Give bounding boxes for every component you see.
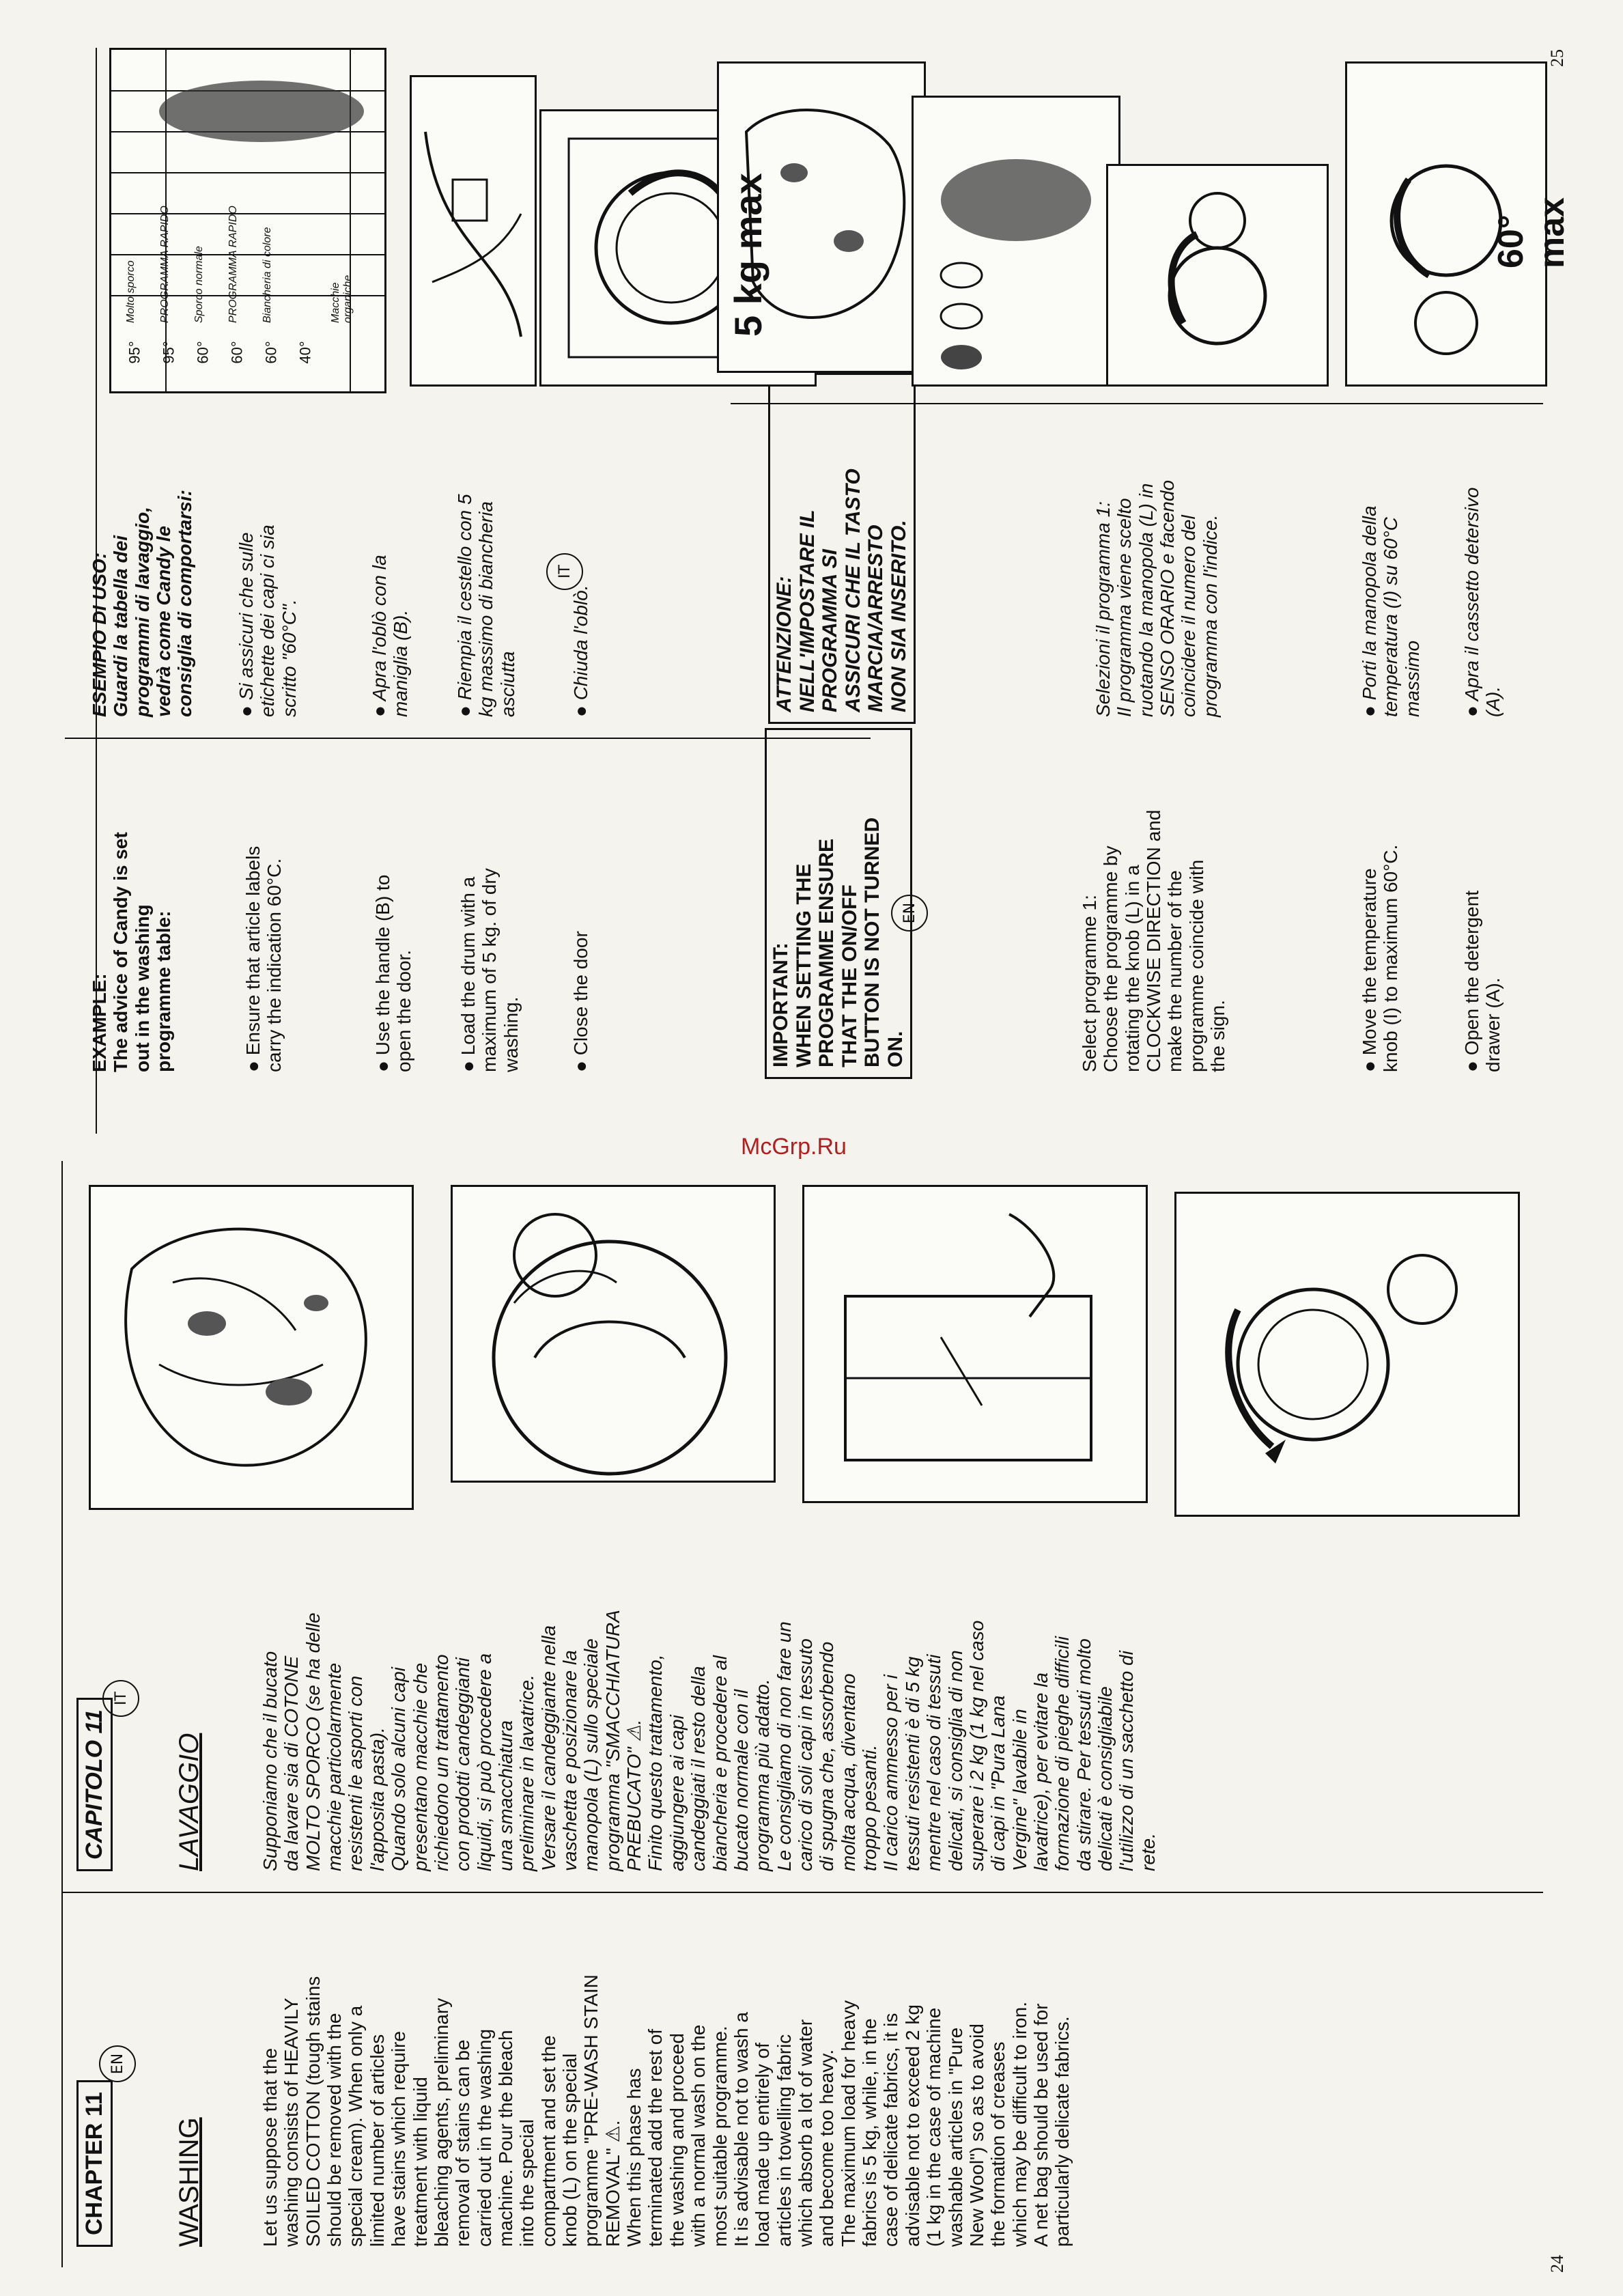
illustration-temperature-knob — [1345, 61, 1572, 387]
illustration-open-door — [451, 1185, 776, 1483]
illustration-select-knob — [1106, 164, 1329, 387]
it-language-mark-left: IT — [102, 1680, 139, 1717]
body-text-en-washing: Let us suppose that the washing consists of HEAVILY SOILED COTTON (tough stains should be removed with the special cream). When only a limited number of articles have stains which require treatment with liquid bleaching agents, preliminary removal of stains can be carried out in the washing machine. Pour the bleach into the special compartment and set the knob (L) on the special programme "PRE-WASH STAIN REMOVAL" ⚠. When this phase has terminated add the rest of the washing and proceed with a normal wash on the most suitable programme. It is advisable not to wash a load made up entirely of articles in towelling fabric which absorb a lot of water and become too heavy. The maximum load for heavy fabrics is 5 kg, while, in the case of delicate fabrics, it is advisable not to exceed 2 kg (1 kg in the case of machine washable articles in "Pure New Wool") so as to avoid the formation of creases which may be difficult to iron. A net bag should be used for particularly delicate fabrics. — [259, 1974, 1073, 2247]
illustration-programme-knob — [1174, 1192, 1520, 1517]
drawer-step-en: ● Open the detergent drawer (A). — [1461, 891, 1504, 1072]
chapter-title-it: CAPITOLO 11 — [76, 1698, 113, 1871]
watermark: McGrp.Ru — [741, 1134, 847, 1160]
en-language-mark-left: EN — [99, 2045, 136, 2082]
temperature-max-label: 60° max — [1491, 197, 1572, 268]
table-temp-1: 95° — [126, 341, 143, 364]
bottom-margin-line — [61, 1161, 63, 2267]
important-warning-it: ATTENZIONE: NELL'IMPOSTARE IL PROGRAMMA SI ASSICURI CHE IL TASTO MARCIA/ARRESTO NON SIA INSERITO. — [768, 373, 916, 724]
table-temp-4: 60° — [228, 341, 246, 364]
temperature-step-it: ● Porti la manopola della temperatura (I) su 60°C massimo — [1359, 505, 1423, 717]
step-load-en: ● Load the drum with a maximum of 5 kg. of dry washing. — [457, 868, 522, 1072]
page-number-left: 24 — [1547, 2255, 1567, 2273]
select-programme-en: Select programme 1: Choose the programme by rotating the knob (L) in a CLOCKWISE DIRECTION and make the number of the programme coincide with the sign. — [1079, 809, 1229, 1072]
table-row-1: Molto sporco — [125, 260, 137, 323]
heading-lavaggio-it: LAVAGGIO — [174, 1733, 204, 1871]
table-row-3: Sporco normale — [193, 246, 205, 323]
chapter-title-en: CHAPTER 11 — [76, 2080, 113, 2247]
step-close-it: ● Chiuda l'oblò. — [570, 585, 591, 717]
step-labels-it: ● Si assicuri che sulle etichette dei capi ci sia scritto "60°C". — [236, 524, 300, 717]
load-max-label: 5 kg max — [726, 173, 770, 337]
illustration-close-door — [912, 96, 1120, 387]
table-temp-6: 40° — [296, 341, 314, 364]
table-temp-3: 60° — [194, 341, 212, 364]
programme-table-figure — [109, 48, 386, 393]
table-row-4: PROGRAMMA RAPIDO — [227, 206, 239, 323]
body-text-it-lavaggio: Supponiamo che il bucato da lavare sia di COTONE MOLTO SPORCO (se ha delle macchie particolarmente resistenti le asporti con l'apposita pasta). Quando solo alcuni capi presentano macchie che richiedono un trattamento con prodotti candeggianti liquidi, si può procedere a una smacchiatura preliminare in lavatrice. Versare il candeggiante nella vaschetta e posizionare la manopola (L) sullo speciale programma "SMACCHIATURA PREBUCATO" ⚠. Finito questo trattamento, aggiungere ai capi candeggiati il resto della biancheria e procedere al bucato normale con il programma più adatto. Le consigliamo di non fare un carico di soli capi in tessuto di spugna che, assorbendo molta acqua, diventano troppo pesanti. Il carico ammesso per i tessuti resistenti è di 5 kg mentre nel caso di tessuti delicati, si consiglia di non superare i 2 kg (1 kg nel caso di capi in "Pura Lana Vergine" lavabile in lavatrice), per evitare la formazione di pieghe difficili da stirare. Per tessuti molto delicati è consigliabile l'utilizzo di un sacchetto di rete. — [259, 1610, 1159, 1871]
it-language-mark-right: IT — [546, 553, 583, 590]
table-row-2: PROGRAMMA RAPIDO — [159, 206, 171, 323]
table-temp-5: 60° — [262, 341, 280, 364]
select-programme-it: Selezioni il programma 1: Il programma viene scelto ruotando la manopola (L) in SENSO ORARIO e facendo coincidere il numero del programma con l'indice. — [1092, 479, 1221, 717]
temperature-step-en: ● Move the temperature knob (I) to maximum 60°C. — [1359, 844, 1402, 1072]
drawer-step-it: ● Apra il cassetto detersivo (A). — [1461, 487, 1504, 717]
en-language-mark-right: EN — [891, 895, 928, 932]
illustration-label-check — [410, 75, 537, 387]
illustration-load-drum — [717, 61, 926, 373]
page-number-right: 25 — [1547, 49, 1567, 67]
illustration-stained-laundry — [89, 1185, 414, 1510]
example-text-it: ESEMPIO DI USO: Guardi la tabella dei programmi di lavaggio, vedrà come Candy le consiglia di comportarsi: — [89, 490, 196, 717]
step-close-en: ● Close the door — [570, 931, 591, 1072]
table-row-6: Macchie organiche — [330, 275, 354, 323]
step-door-en: ● Use the handle (B) to open the door. — [372, 874, 415, 1072]
step-door-it: ● Apra l'oblò con la maniglia (B). — [369, 555, 412, 717]
important-warning-en: IMPORTANT: WHEN SETTING THE PROGRAMME ENSURE THAT THE ON/OFF BUTTON IS NOT TURNED ON. — [765, 728, 912, 1079]
step-load-it: ● Riempia il cestello con 5 kg massimo di biancheria asciutta — [454, 494, 518, 717]
example-text-en: EXAMPLE: The advice of Candy is set out in the washing programme table: — [89, 832, 175, 1072]
illustration-detergent-drawer — [802, 1185, 1148, 1503]
table-temp-2: 95° — [160, 341, 178, 364]
step-labels-en: ● Ensure that article labels carry the indication 60°C. — [242, 845, 285, 1072]
table-row-5: Biancheria di colore — [262, 227, 273, 323]
heading-washing-en: WASHING — [174, 2117, 204, 2247]
